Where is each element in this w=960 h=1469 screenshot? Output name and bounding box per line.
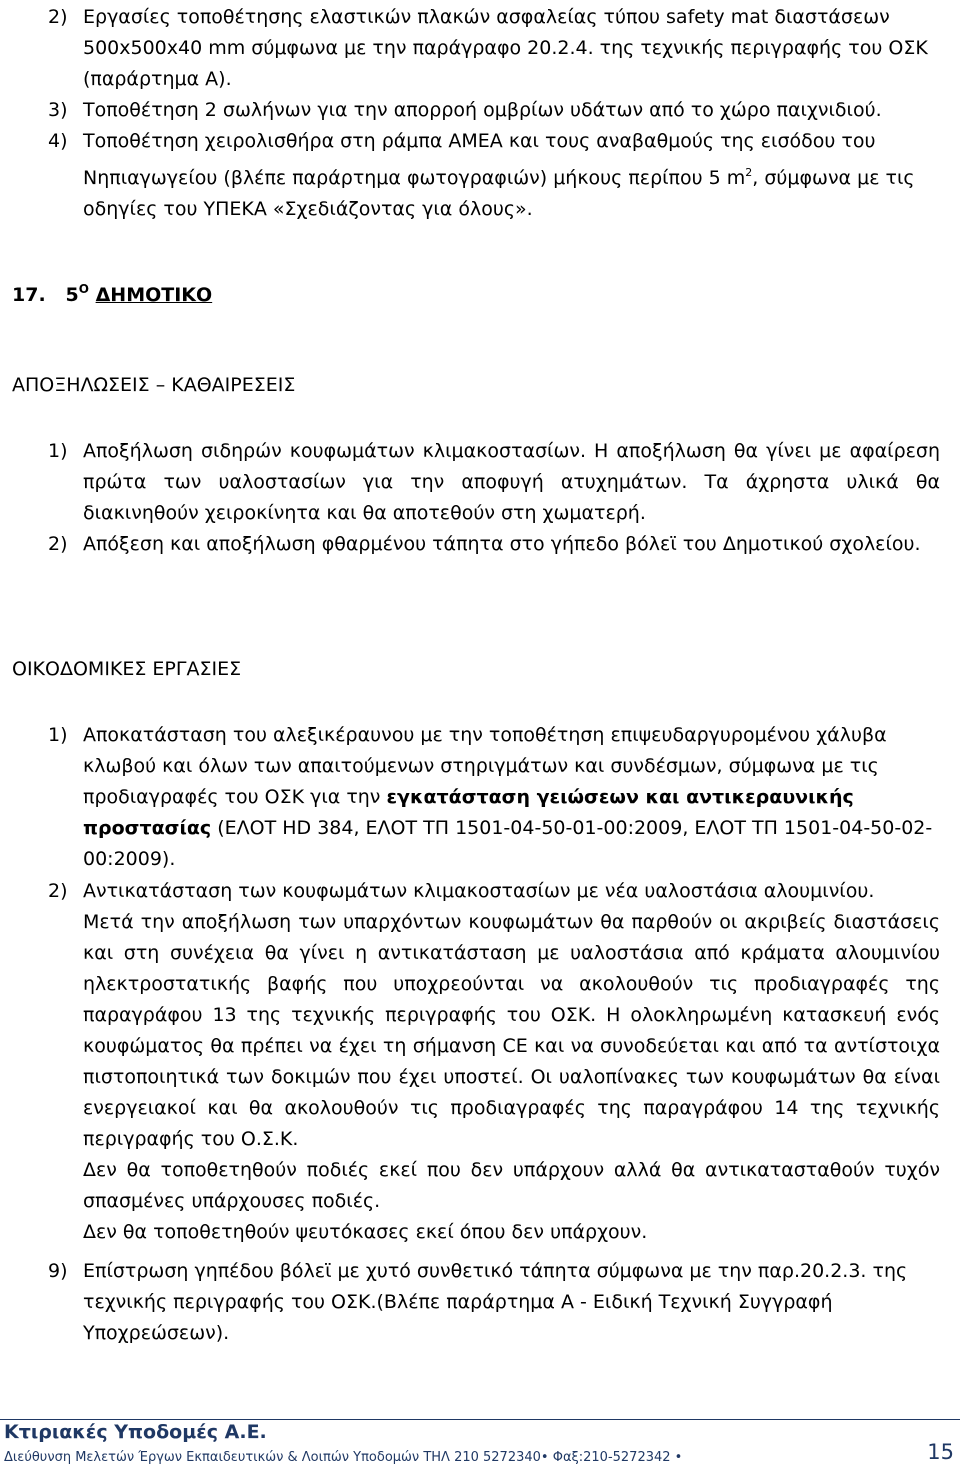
list-item — [48, 1256, 940, 1349]
list-item — [48, 95, 940, 126]
list-number: 4) — [48, 130, 68, 152]
list-item — [48, 2, 940, 95]
list-text: Απόξεση και αποξήλωση φθαρμένου τάπητα στο γήπεδο βόλεϊ του Δημοτικού σχολείου. — [83, 533, 921, 555]
paragraph: Δεν θα τοποθετηθούν ψευτόκασες εκεί όπου δεν υπάρχουν. — [83, 1221, 648, 1243]
list-item — [48, 529, 940, 560]
list-number: 3) — [48, 99, 68, 121]
list-number: 1) — [48, 724, 68, 746]
list-text: Αποξήλωση σιδηρών κουφωμάτων κλιμακοστασίων. Η αποξήλωση θα γίνει με αφαίρεση πρώτα των υαλοστασίων για την αποφυγή ατυχημάτων. Τα άχρηστα υλικά θα διακινηθούν χειροκίνητα και θα αποτεθούν στη χωματερή. — [83, 440, 940, 524]
list-number: 2) — [48, 880, 68, 902]
footer-company-name: Κτιριακές Υποδομές Α.Ε. — [4, 1421, 267, 1443]
subsection-heading-removals: ΑΠΟΞΗΛΩΣΕΙΣ – ΚΑΘΑΙΡΕΣΕΙΣ — [12, 374, 296, 396]
list-number: 2) — [48, 533, 68, 555]
list-text: Τοποθέτηση χειρολισθήρα στη ράμπα ΑΜΕΑ και τους αναβαθμούς της εισόδου του Νηπιαγωγείου (βλέπε παράρτημα φωτογραφιών) μήκους περίπου 5 $m^2$, σύμφωνα με τις οδηγίες του ΥΠΕΚΑ «Σχεδιάζοντας για όλους». — [83, 130, 915, 220]
list-number: 9) — [48, 1260, 68, 1282]
page-number: 15 — [927, 1440, 954, 1464]
subsection-heading-construction: ΟΙΚΟΔΟΜΙΚΕΣ ΕΡΓΑΣΙΕΣ — [12, 658, 242, 680]
paragraph: Δεν θα τοποθετηθούν ποδιές εκεί που δεν υπάρχουν αλλά θα αντικατασταθούν τυχόν σπασμένες υπάρχουσες ποδιές. — [83, 1159, 940, 1212]
list-text: Αντικατάσταση των κουφωμάτων κλιμακοστασίων με νέα υαλοστάσια αλουμινίου. — [83, 880, 875, 902]
list-item — [48, 126, 940, 225]
list-text: Επίστρωση γηπέδου βόλεϊ με χυτό συνθετικό τάπητα σύμφωνα με την παρ.20.2.3. της τεχνικής περιγραφής του ΟΣΚ.(Βλέπε παράρτημα Α - Ειδική Τεχνική Συγγραφή Υποχρεώσεων). — [83, 1260, 908, 1344]
list-text: Τοποθέτηση 2 σωλήνων για την απορροή ομβρίων υδάτων από το χώρο παιχνιδιού. — [83, 99, 882, 121]
list-item — [48, 436, 940, 529]
list-text: Αποκατάσταση του αλεξικέραυνου με την τοποθέτηση επιψευδαργυρομένου χάλυβα κλωβού και όλων των απαιτούμενων στηριγμάτων και συνδέσμων, σύμφωνα με τις προδιαγραφές του ΟΣΚ για την εγκατάσταση γειώσεων και αντικεραυνικής προστασίας (ΕΛΟΤ HD 384, ΕΛΟΤ ΤΠ 1501-04-50-01-00:2009, ΕΛΟΤ ΤΠ 1501-04-50-02-00:2009). — [83, 724, 933, 870]
list-text: Εργασίες τοποθέτησης ελαστικών πλακών ασφαλείας τύπου safety mat διαστάσεων 500x500x40 mm σύμφωνα με την παράγραφο 20.2.4. της τεχνικής περιγραφής του ΟΣΚ (παράρτημα Α). — [83, 6, 928, 90]
list-number: 1) — [48, 440, 68, 462]
paragraph: Μετά την αποξήλωση των υπαρχόντων κουφωμάτων θα παρθούν οι ακριβείς διαστάσεις και στη συνέχεια θα γίνει η αντικατάσταση με υαλοστάσια από κράματα αλουμινίου ηλεκτροστατικής βαφής που υποχρεούνται να ακολουθούν τις προδιαγραφές της παραγράφου 13 της τεχνικής περιγραφής του ΟΣΚ. Η ολοκληρωμένη κατασκευή ενός κουφώματος θα πρέπει να έχει τη σήμανση CE και να συνοδεύεται και από τα αντίστοιχα πιστοποιητικά των δοκιμών που έχει υποστεί. Οι υαλοπίνακες των κουφωμάτων θα είναι ενεργειακοί και θα ακολουθούν τις προδιαγραφές της παραγράφου 14 της τεχνικής περιγραφής του Ο.Σ.Κ. — [83, 911, 940, 1150]
footer-divider — [0, 1419, 960, 1420]
section-heading: 17. $5^O$ ΔΗΜΟΤΙΚΟ — [12, 282, 213, 306]
list-item — [48, 876, 940, 1248]
list-item — [48, 720, 940, 875]
list-number: 2) — [48, 6, 68, 28]
footer-address: Διεύθυνση Μελετών Έργων Εκπαιδευτικών & Λοιπών Υποδομών ΤΗΛ 210 5272340• Φαξ:210-5272342 • — [4, 1450, 683, 1465]
